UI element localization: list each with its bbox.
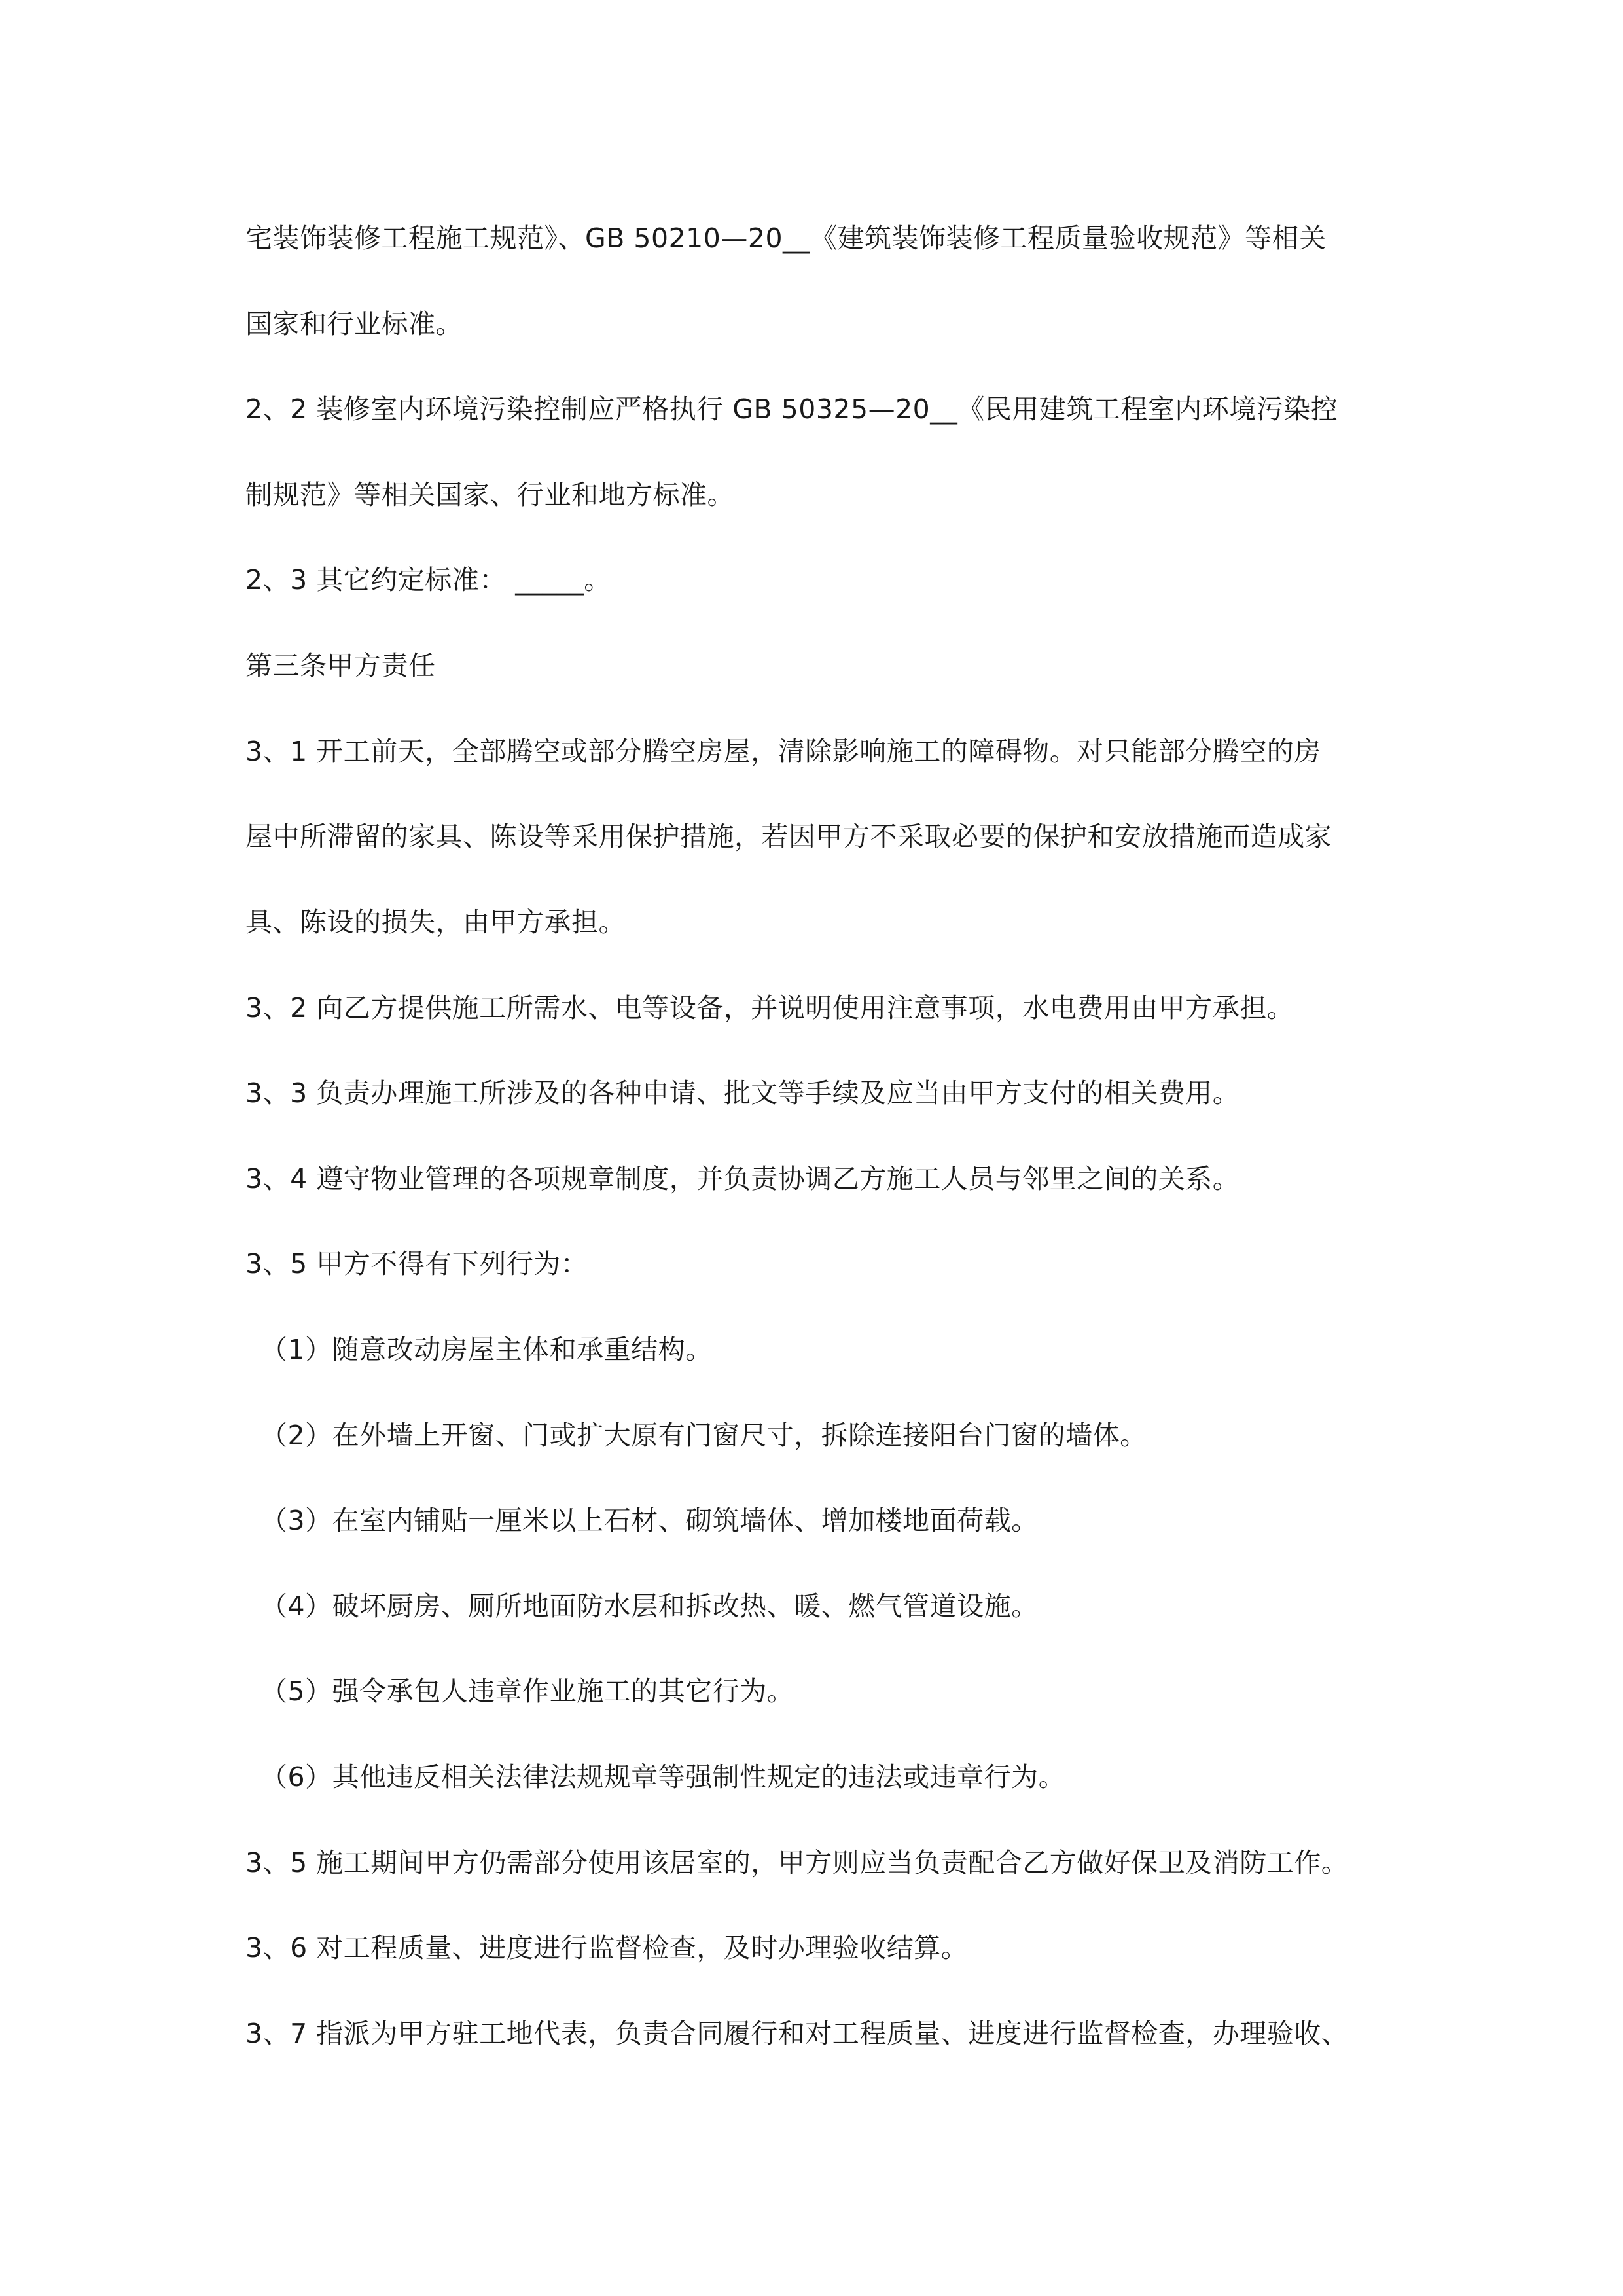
list-item-2: （2）在外墙上开窗、门或扩大原有门窗尺寸，拆除连接阳台门窗的墙体。 [260,1420,1147,1451]
text-line-9: 具、陈设的损失，由甲方承担。 [245,906,626,938]
text-line-22: 3、7 指派为甲方驻工地代表，负责合同履行和对工程质量、进度进行监督检查，办理验收、 [245,2018,1349,2049]
text-line-1: 宅装饰装修工程施工规范》、GB 50210—20__《建筑装饰装修工程质量验收规范》等相关 [245,223,1327,254]
list-item-6: （6）其他违反相关法律法规规章等强制性规定的违法或违章行为。 [260,1761,1066,1793]
text-line-13: 3、5 甲方不得有下列行为： [245,1248,588,1280]
text-line-8: 屋中所滞留的家具、陈设等采用保护措施，若因甲方不采取必要的保护和安放措施而造成家 [245,821,1332,852]
text-line-12: 3、4 遵守物业管理的各项规章制度，并负责协调乙方施工人员与邻里之间的关系。 [245,1163,1240,1194]
section-heading: 第三条甲方责任 [245,650,436,681]
text-line-4: 制规范》等相关国家、行业和地方标准。 [245,479,734,511]
list-item-3: （3）在室内铺贴一厘米以上石材、砌筑墙体、增加楼地面荷载。 [260,1505,1039,1536]
list-item-4: （4）破坏厨房、厕所地面防水层和拆改热、暖、燃气管道设施。 [260,1590,1039,1622]
text-line-3: 2、2 装修室内环境污染控制应严格执行 GB 50325—20__《民用建筑工程室内环境污染控 [245,393,1338,425]
list-item-1: （1）随意改动房屋主体和承重结构。 [260,1334,713,1365]
text-line-2: 国家和行业标准。 [245,308,463,340]
text-line-21: 3、6 对工程质量、进度进行监督检查，及时办理验收结算。 [245,1932,969,1964]
text-line-5: 2、3 其它约定标准： _____。 [245,564,611,596]
text-line-7: 3、1 开工前天，全部腾空或部分腾空房屋，清除影响施工的障碍物。对只能部分腾空的房 [245,736,1321,767]
text-line-20: 3、5 施工期间甲方仍需部分使用该居室的，甲方则应当负责配合乙方做好保卫及消防工作。 [245,1847,1349,1878]
text-line-10: 3、2 向乙方提供施工所需水、电等设备，并说明使用注意事项，水电费用由甲方承担。 [245,992,1294,1024]
text-line-11: 3、3 负责办理施工所涉及的各种申请、批文等手续及应当由甲方支付的相关费用。 [245,1077,1240,1109]
list-item-5: （5）强令承包人违章作业施工的其它行为。 [260,1676,794,1707]
